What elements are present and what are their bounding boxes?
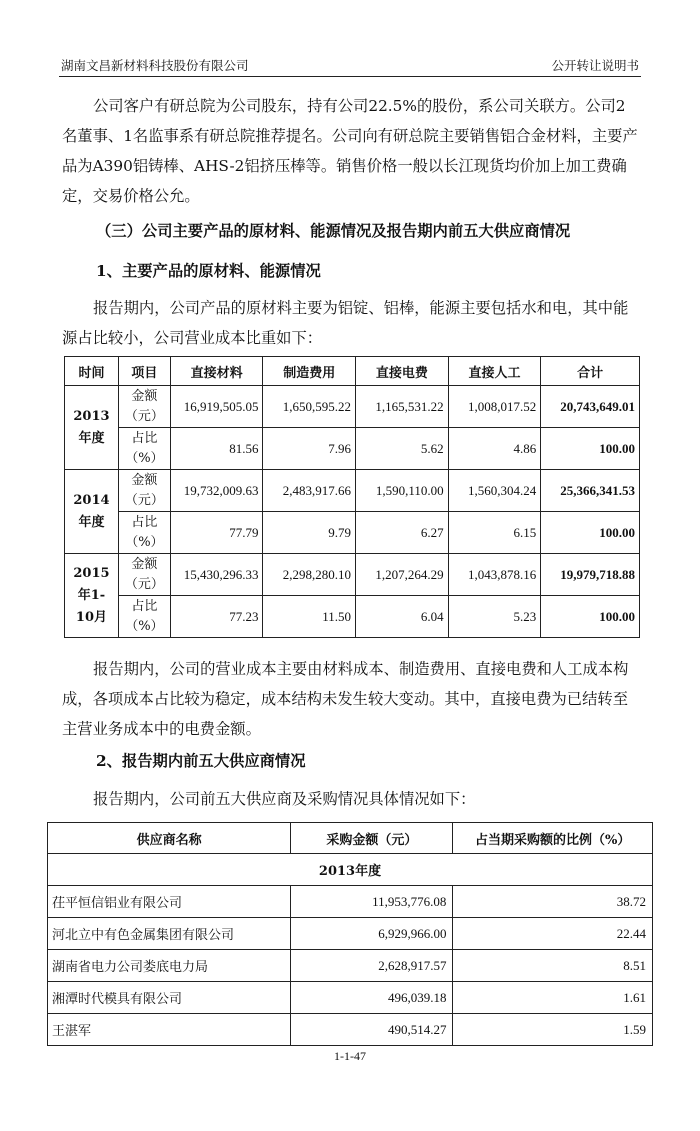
supplier-name: 王湛军 [48,1014,291,1046]
year-label: 2013年度 [48,854,653,886]
column-header: 直接人工 [448,357,541,386]
paragraph-cost-analysis: 报告期内，公司的营业成本主要由材料成本、制造费用、直接电费和人工成本构成，各项成本占比较为稳定，成本结构未发生较大变动。其中，直接电费为已结转至主营业务成本中的电费金额。 [62,660,629,738]
page-number: 1-1-47 [334,1049,366,1063]
table-row [48,950,653,982]
table-cell: 1,207,264.29 [356,554,449,596]
item-label: 占比（%） [118,428,170,470]
item-label: 金额（元） [118,554,170,596]
table-cell: 77.23 [170,596,263,638]
paragraph-materials: 报告期内，公司产品的原材料主要为铝锭、铝棒，能源主要包括水和电，其中能源占比较小，公司营业成本比重如下： [62,299,629,347]
table-row [65,470,640,512]
page-header [59,54,641,77]
purchase-amount: 6,929,966.00 [291,918,453,950]
table-cell: 16,919,505.05 [170,386,263,428]
supplier-name: 茌平恒信铝业有限公司 [48,886,291,918]
period-label: 2015年1-10月 [65,554,119,638]
column-header: 采购金额（元） [291,823,453,854]
table-cell: 9.79 [263,512,356,554]
purchase-amount: 2,628,917.57 [291,950,453,982]
table-row [65,428,640,470]
section-heading: （三）公司主要产品的原材料、能源情况及报告期内前五大供应商情况 [96,222,571,240]
table-row [48,918,653,950]
table-cell: 1,560,304.24 [448,470,541,512]
table-cell: 7.96 [263,428,356,470]
column-header: 直接材料 [170,357,263,386]
table-row [48,982,653,1014]
table-cell-total: 100.00 [541,512,640,554]
table-cell-total: 19,979,718.88 [541,554,640,596]
purchase-ratio: 38.72 [453,886,653,918]
table-row [65,554,640,596]
column-header: 制造费用 [263,357,356,386]
table-cell: 81.56 [170,428,263,470]
table-cell: 5.62 [356,428,449,470]
table-row [48,886,653,918]
item-label: 占比（%） [118,512,170,554]
purchase-amount: 11,953,776.08 [291,886,453,918]
paragraph-suppliers: 报告期内，公司前五大供应商及采购情况具体情况如下： [93,790,476,808]
column-header: 项目 [118,357,170,386]
table-row [65,386,640,428]
column-header: 占当期采购额的比例（%） [453,823,653,854]
supplier-name: 湖南省电力公司娄底电力局 [48,950,291,982]
table-cell: 2,298,280.10 [263,554,356,596]
table-cell: 77.79 [170,512,263,554]
paragraph-customer: 公司客户有研总院为公司股东，持有公司22.5%的股份，系公司关联方。公司2名董事、1名监事系有研总院推荐提名。公司向有研总院主要销售铝合金材料，主要产品为A390铝铸棒、AHS-2铝挤压棒等。销售价格一般以长江现货均价加上加工费确定，交易价格公允。 [62,97,638,205]
table-cell: 11.50 [263,596,356,638]
table-row [48,1014,653,1046]
table-cell: 6.27 [356,512,449,554]
table-cell-total: 25,366,341.53 [541,470,640,512]
table-cell: 1,008,017.52 [448,386,541,428]
purchase-ratio: 1.59 [453,1014,653,1046]
year-row [48,854,653,886]
column-header: 时间 [65,357,119,386]
column-header: 直接电费 [356,357,449,386]
purchase-ratio: 22.44 [453,918,653,950]
item-label: 占比（%） [118,596,170,638]
table-cell: 4.86 [448,428,541,470]
table-header-row [65,357,640,386]
purchase-amount: 496,039.18 [291,982,453,1014]
table-header-row [48,823,653,854]
header-doc-title: 公开转让说明书 [551,58,639,73]
cost-structure-table [64,356,640,638]
table-cell: 19,732,009.63 [170,470,263,512]
table-cell-total: 100.00 [541,428,640,470]
table-cell: 2,483,917.66 [263,470,356,512]
item-label: 金额（元） [118,386,170,428]
purchase-ratio: 1.61 [453,982,653,1014]
supplier-table [47,822,653,1046]
table-cell-total: 20,743,649.01 [541,386,640,428]
period-label: 2013年度 [65,386,119,470]
supplier-name: 湘潭时代模具有限公司 [48,982,291,1014]
purchase-ratio: 8.51 [453,950,653,982]
subsection-heading-suppliers: 2、报告期内前五大供应商情况 [96,752,306,770]
column-header: 合计 [541,357,640,386]
table-cell: 5.23 [448,596,541,638]
table-cell: 6.15 [448,512,541,554]
table-cell: 1,650,595.22 [263,386,356,428]
table-cell: 6.04 [356,596,449,638]
table-cell: 1,165,531.22 [356,386,449,428]
table-cell: 1,590,110.00 [356,470,449,512]
table-cell: 15,430,296.33 [170,554,263,596]
table-row [65,596,640,638]
subsection-heading-materials: 1、主要产品的原材料、能源情况 [96,262,321,280]
period-label: 2014年度 [65,470,119,554]
column-header: 供应商名称 [48,823,291,854]
header-company: 湖南文昌新材料科技股份有限公司 [61,58,249,73]
table-row [65,512,640,554]
table-cell: 1,043,878.16 [448,554,541,596]
purchase-amount: 490,514.27 [291,1014,453,1046]
item-label: 金额（元） [118,470,170,512]
table-cell-total: 100.00 [541,596,640,638]
supplier-name: 河北立中有色金属集团有限公司 [48,918,291,950]
